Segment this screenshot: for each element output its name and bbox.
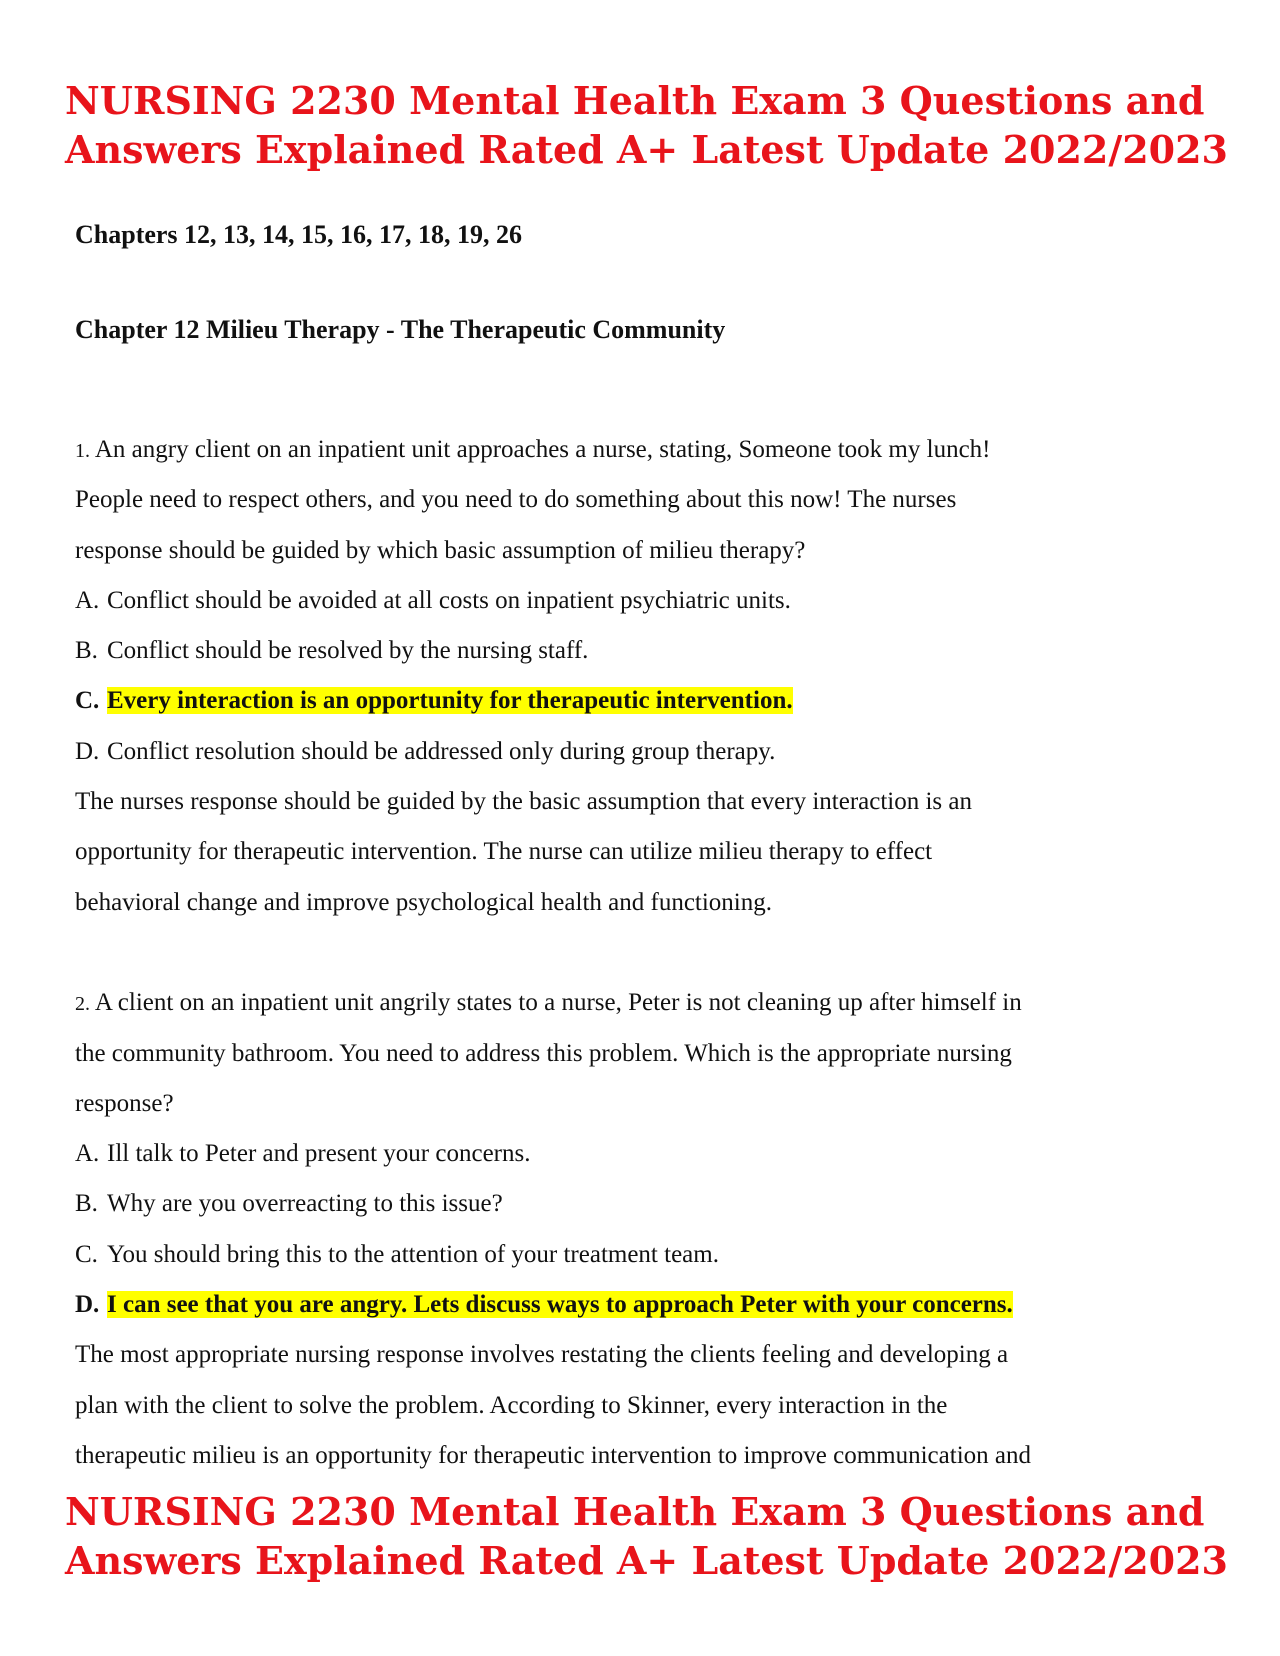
question-stem-line: People need to respect others, and you need to do something about this now! The nurses [75, 486, 957, 514]
question-number: 2. [75, 993, 90, 1016]
footer-title-line-2: Answers Explained Rated A+ Latest Update 2022/2023 [65, 1538, 1228, 1583]
spacer [75, 928, 1225, 978]
answer-option-d: D. Conflict resolution should be addressed only during group therapy. [75, 737, 776, 765]
explanation-line: plan with the client to solve the problem. According to Skinner, every interaction in the [75, 1391, 948, 1419]
title-line-1: NURSING 2230 Mental Health Exam 3 Questions and [65, 78, 1205, 123]
explanation-line: The nurses response should be guided by the basic assumption that every interaction is an [75, 788, 973, 816]
question-content [75, 425, 1225, 1481]
correct-answer-option-d: D. I can see that you are angry. Lets discuss ways to approach Peter with your concerns. [75, 1291, 1013, 1319]
document-title-header [65, 76, 1245, 174]
question-stem-line: 2. A client on an inpatient unit angrily states to a nurse, Peter is not cleaning up after himself in [75, 989, 1022, 1017]
explanation-line: opportunity for therapeutic intervention. The nurse can utilize milieu therapy to effect [75, 838, 933, 866]
document-title-footer [65, 1487, 1245, 1585]
question-1 [75, 425, 1225, 928]
question-stem-line: response should be guided by which basic assumption of milieu therapy? [75, 536, 806, 564]
answer-option-a: A. Ill talk to Peter and present your concerns. [75, 1140, 531, 1168]
correct-answer-option-c: C. Every interaction is an opportunity for therapeutic intervention. [75, 687, 793, 715]
chapter-title: Chapter 12 Milieu Therapy - The Therapeutic Community [75, 315, 726, 344]
explanation-line: therapeutic milieu is an opportunity for therapeutic intervention to improve communication and [75, 1441, 1031, 1469]
footer-title-line-1: NURSING 2230 Mental Health Exam 3 Questions and [65, 1489, 1205, 1534]
question-stem-line: 1. An angry client on an inpatient unit approaches a nurse, stating, Someone took my lunch! [75, 436, 991, 463]
question-number: 1. [75, 440, 90, 462]
answer-highlight: I can see that you are angry. Lets discuss ways to approach Peter with your concerns. [107, 1291, 1013, 1319]
chapters-heading: Chapters 12, 13, 14, 15, 16, 17, 18, 19, 26 [75, 220, 523, 249]
question-stem-line: response? [75, 1089, 174, 1117]
answer-option-b: B. Conflict should be resolved by the nursing staff. [75, 637, 589, 665]
title-line-2: Answers Explained Rated A+ Latest Update 2022/2023 [65, 127, 1228, 172]
explanation-line: The most appropriate nursing response involves restating the clients feeling and developing a [75, 1341, 1009, 1369]
answer-option-c: C. You should bring this to the attention of your treatment team. [75, 1240, 719, 1268]
question-2 [75, 978, 1225, 1481]
answer-option-a: A. Conflict should be avoided at all costs on inpatient psychiatric units. [75, 586, 791, 614]
question-stem-line: the community bathroom. You need to address this problem. Which is the appropriate nursing [75, 1039, 1012, 1067]
answer-option-b: B. Why are you overreacting to this issue? [75, 1190, 503, 1218]
explanation-line: behavioral change and improve psychological health and functioning. [75, 888, 772, 916]
answer-highlight: Every interaction is an opportunity for therapeutic intervention. [107, 687, 793, 715]
